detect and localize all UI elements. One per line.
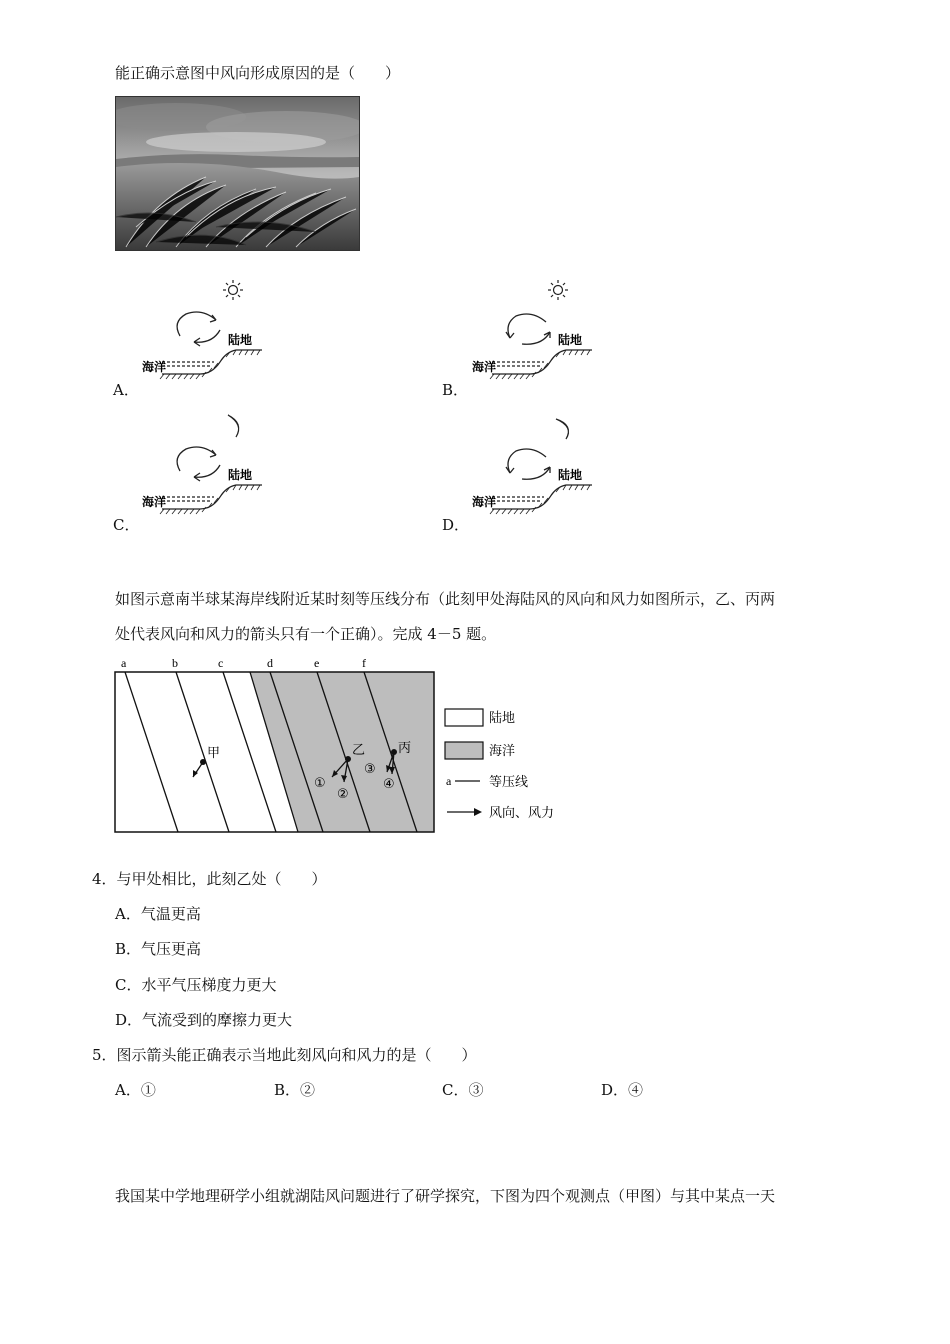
sun-icon — [548, 280, 568, 300]
q4-stem: 4．与甲处相比，此刻乙处（ ） — [92, 870, 327, 888]
sea-label: 海洋 — [472, 360, 497, 374]
sun-icon — [223, 280, 243, 300]
moon-icon — [228, 415, 239, 437]
legend-land-label: 陆地 — [489, 711, 516, 726]
q4-option-d[interactable]: D．气流受到的摩擦力更大 — [115, 1011, 293, 1029]
sea-label: 海洋 — [472, 495, 497, 509]
coastal-grass-photo — [115, 96, 360, 251]
isobar-label: f — [362, 656, 366, 670]
legend-sea-label: 海洋 — [489, 744, 516, 759]
option-b-diagram[interactable] — [470, 278, 600, 388]
q3-stem: 能正确示意图中风向形成原因的是（ ） — [115, 64, 401, 82]
label-yi: 乙 — [352, 743, 366, 758]
label-bing: 丙 — [398, 741, 412, 756]
land-label: 陆地 — [228, 468, 253, 482]
label-jia: 甲 — [207, 746, 221, 761]
isobar-label: d — [267, 656, 273, 670]
option-d-letter: D． — [442, 516, 470, 534]
q5-option-d[interactable]: D．④ — [601, 1081, 644, 1099]
isobar-map — [110, 656, 570, 838]
isobar-label: a — [121, 656, 127, 670]
arrow-3-label: ③ — [364, 762, 376, 777]
q4-option-c[interactable]: C．水平气压梯度力更大 — [115, 976, 277, 994]
q4-option-a[interactable]: A．气温更高 — [115, 905, 201, 923]
option-c-diagram[interactable] — [140, 413, 270, 523]
isobar-label: e — [314, 656, 320, 670]
legend-isobar-key: a — [446, 774, 452, 788]
arrow-2-label: ② — [337, 787, 349, 802]
land-label: 陆地 — [558, 468, 583, 482]
isobar-label: b — [172, 656, 178, 670]
legend-isobar-label: 等压线 — [489, 775, 529, 790]
option-d-diagram[interactable] — [470, 413, 600, 523]
intro45-line2: 处代表风向和风力的箭头只有一个正确）。完成 4－5 题。 — [115, 625, 497, 643]
option-c-letter: C． — [113, 516, 140, 534]
q5-option-c[interactable]: C．③ — [442, 1081, 484, 1099]
arrow-1-label: ① — [314, 776, 326, 791]
option-a-diagram[interactable] — [140, 278, 270, 388]
sea-label: 海洋 — [142, 495, 167, 509]
next-passage-line1: 我国某中学地理研学小组就湖陆风问题进行了研学探究，下图为四个观测点（甲图）与其中某点一天 — [115, 1187, 776, 1205]
arrow-4-label: ④ — [383, 777, 395, 792]
land-label: 陆地 — [558, 333, 583, 347]
q5-option-b[interactable]: B．② — [274, 1081, 316, 1099]
q5-option-a[interactable]: A．① — [115, 1081, 156, 1099]
intro45-line1: 如图示意南半球某海岸线附近某时刻等压线分布（此刻甲处海陆风的风向和风力如图所示，乙、丙两 — [115, 590, 776, 608]
option-b-letter: B． — [442, 381, 469, 399]
isobar-label: c — [218, 656, 224, 670]
legend-land-swatch — [445, 709, 483, 726]
sea-label: 海洋 — [142, 360, 167, 374]
option-a-letter: A． — [113, 381, 139, 399]
q5-stem: 5．图示箭头能正确表示当地此刻风向和风力的是（ ） — [92, 1046, 477, 1064]
moon-icon — [556, 419, 568, 439]
land-label: 陆地 — [228, 333, 253, 347]
legend-wind-label: 风向、风力 — [489, 806, 555, 821]
q4-option-b[interactable]: B．气压更高 — [115, 940, 202, 958]
legend-sea-swatch — [445, 742, 483, 759]
